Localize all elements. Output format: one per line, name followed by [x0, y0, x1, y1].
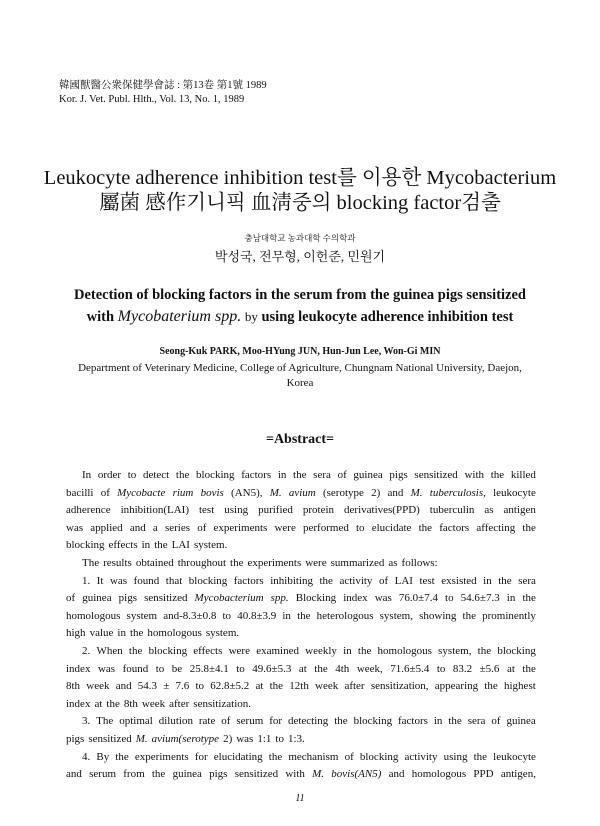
journal-citation-korean: 韓國獸醫公衆保健學會誌 : 第13卷 第1號 1989	[59, 80, 267, 91]
abstract-line: adherence inhibition(LAI) test using purified protein derivatives(PPD) tuberculin as antigen	[66, 504, 536, 517]
abstract-line: 8th week and 54.3 ± 7.6 to 62.8±5.2 at the 12th week after sensitization, appearing the highest	[66, 680, 536, 693]
abstract-line: In order to detect the blocking factors in the sera of guinea pigs sensitized with the killed	[82, 469, 536, 481]
department: Department of Veterinary Medicine, College of Agriculture, Chungnam National University, Daejon, Korea	[78, 362, 522, 389]
abstract-line: high value in the homologous system.	[66, 627, 240, 640]
english-title-line-1: Detection of blocking factors in the serum from the guinea pigs sensitized	[73, 287, 526, 303]
abstract-line: and serum from the guinea pigs sensitized with M. bovis(AN5) and homologous PPD antigen,	[66, 768, 536, 781]
abstract-line: 4. By the experiments for elucidating the mechanism of blocking activity using the leukocyte	[82, 750, 536, 763]
abstract-line: homologous system and-8.3±0.8 to 40.8±3.9 in the heterologous system, showing the prominently	[66, 609, 536, 622]
abstract-heading: =Abstract=	[265, 432, 335, 447]
affiliation-korean: 충남대학교 농과대학 수의학과	[244, 233, 356, 243]
english-title-organism: Mycobaterium spp.	[117, 308, 242, 325]
abstract-line: 3. The optimal dilution rate of serum for detecting the blocking factors in the sera of guinea	[82, 715, 536, 728]
abstract-line: 1. It was found that blocking factors inhibiting the activity of LAI test exsisted in the sera	[82, 574, 536, 587]
page-number: 11	[295, 793, 305, 804]
authors-korean: 박성국, 전무형, 이헌준, 민원기	[214, 249, 386, 264]
korean-title-line-1: Leukocyte adherence inhibition test를 이용한 Mycobacterium	[43, 167, 557, 189]
journal-citation	[59, 79, 267, 106]
english-title-line-2	[0, 306, 600, 328]
korean-title-line-2: 屬菌 感作기니픽 血淸중의 blocking factor검출	[99, 192, 501, 214]
abstract-line: was applied and a series of experiments were performed to elucidate the factors affecting the	[66, 521, 536, 534]
english-title-method: using leukocyte adherence inhibition test	[261, 309, 514, 325]
english-title-by: by	[244, 309, 258, 324]
abstract-body	[66, 467, 536, 784]
abstract-line: 2. When the blocking effects were examined weekly in the homologous system, the blocking	[82, 644, 536, 657]
abstract-line: bacilli of Mycobacte rium bovis (AN5), M. avium (serotype 2) and M. tuberculosis, leukocyte	[66, 486, 536, 499]
abstract-line: The results obtained throughout the experiments were summarized as follows:	[82, 556, 438, 569]
english-title-with: with	[86, 309, 115, 325]
abstract-line: index at the 8th week after sensitization.	[66, 697, 252, 710]
authors-english: Seong-Kuk PARK, Moo-HYung JUN, Hun-Jun Lee, Won-Gi MIN	[159, 346, 441, 357]
english-title	[0, 284, 600, 328]
abstract-line: index was found to be 25.8±4.1 to 49.6±5.3 at the 4th week, 71.6±5.4 to 83.2 ±5.6 at the	[66, 662, 536, 675]
abstract-line: pigs sensitized M. avium(serotype 2) was 1:1 to 1:3.	[66, 732, 305, 745]
journal-citation-english: Kor. J. Vet. Publ. Hlth., Vol. 13, No. 1, 1989	[59, 93, 245, 105]
korean-title	[0, 166, 600, 216]
abstract-line: of guinea pigs sensitized Mycobacterium spp. Blocking index was 76.0±7.4 to 54.6±7.3 in the	[66, 592, 536, 605]
abstract-line: blocking effects in the LAI system.	[66, 539, 228, 552]
